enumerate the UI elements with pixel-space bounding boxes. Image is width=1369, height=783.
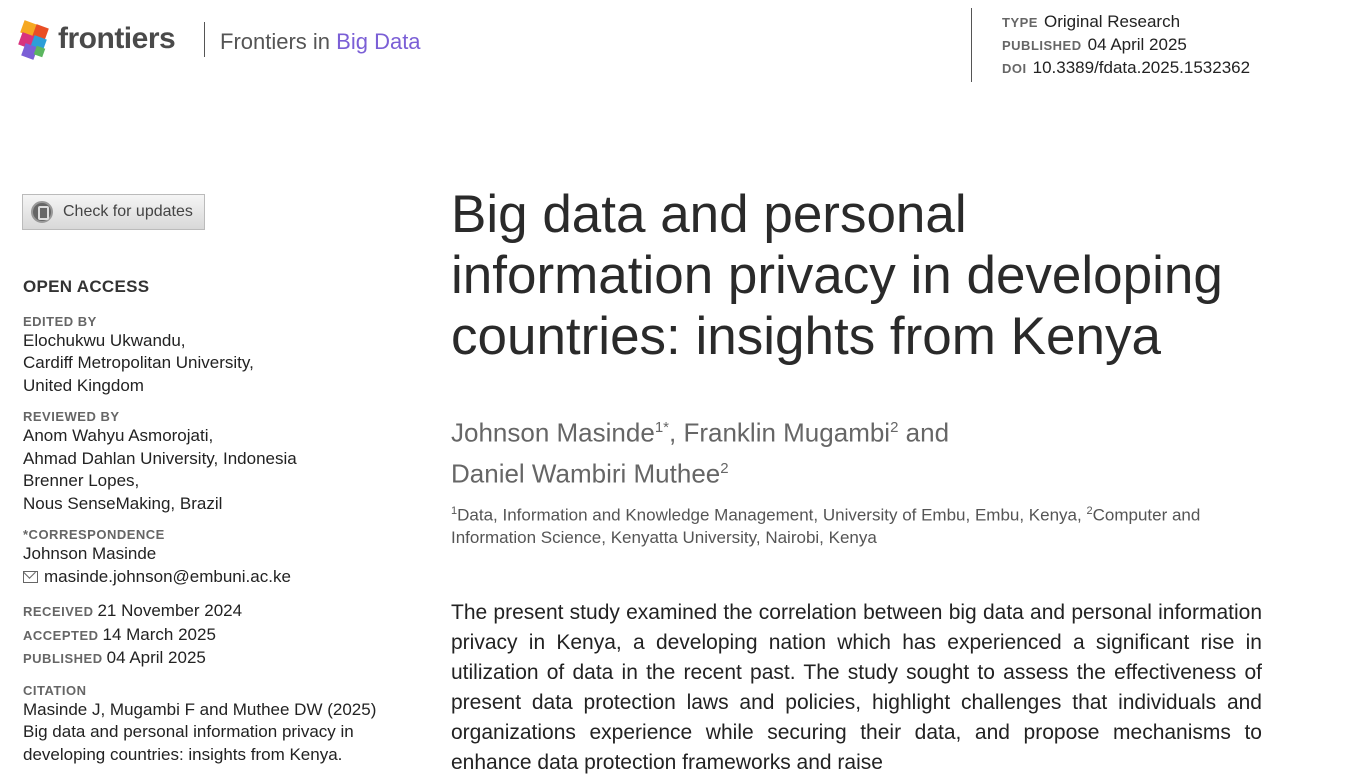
sidebar-published-value: 04 April 2025 [106,648,206,667]
citation-label: CITATION [23,682,87,698]
author-separator: , [669,417,684,448]
frontiers-logo[interactable] [20,20,175,58]
published-label: PUBLISHED [1002,38,1082,53]
journal-name[interactable] [220,29,421,55]
correspondence-label: *CORRESPONDENCE [23,527,165,542]
journal-prefix: Frontiers in [220,29,337,54]
affiliation-text: Computer and Information Science, Kenyatta University, Nairobi, Kenya [451,505,1201,548]
title-line: information privacy in developing [451,246,1223,305]
header-divider [204,22,205,57]
accepted-row [23,624,403,648]
abstract-text: The present study examined the correlation between big data and personal information privacy in Kenya, a developing nation which has experienced a significant rise in utilization of data in the recent past. The study sought to assess the effectiveness of present data protection laws and policies, highlight challenges that individuals and organizations experience while securing their data, and propose mechanisms to enhance data protection frameworks and raise [451,601,1262,774]
check-updates-button[interactable] [22,194,205,230]
accepted-value: 14 March 2025 [102,624,216,644]
author-and: and [898,417,950,448]
title-line: countries: insights from Kenya [451,307,1161,366]
author-affil-sup: 1* [654,419,669,436]
affiliation-text: Data, Information and Knowledge Management, University of Embu, Embu, Kenya, [457,505,1087,525]
correspondence-section [23,527,403,588]
published-value: 04 April 2025 [1087,35,1187,54]
editor-line: Elochukwu Ukwandu, [23,330,186,350]
type-label: TYPE [1002,15,1038,30]
reviewer-line: Nous SenseMaking, Brazil [23,493,223,513]
dates-section [23,600,403,671]
sidebar-published-label: PUBLISHED [23,651,103,666]
affil-sup: 1 [451,505,458,517]
received-value: 21 November 2024 [97,601,243,620]
reviewed-by-label: REVIEWED BY [23,409,120,424]
article-meta [1002,11,1250,80]
editor-line: United Kingdom [23,375,144,395]
author-affil-sup: 2 [890,419,899,436]
doi-link[interactable]: 10.3389/fdata.2025.1532362 [1032,58,1251,77]
journal-title: Big Data [336,29,421,54]
author-name[interactable]: Johnson Masinde [451,417,655,448]
title-line: Big data and personal [451,185,967,244]
edited-by-label: EDITED BY [23,313,97,329]
correspondence-email-link[interactable]: masinde.johnson@embuni.ac.ke [44,566,291,586]
correspondence-email-row [23,566,403,589]
author-affil-sup: 2 [720,459,729,477]
logo-wordmark: frontiers [58,22,176,55]
bookmark-icon [31,201,53,223]
sidebar [23,276,403,778]
check-updates-label: Check for updates [63,203,193,220]
citation-line: Masinde J, Mugambi F and Muthee DW (2025) [23,699,377,719]
accepted-label: ACCEPTED [23,627,99,643]
article-title [451,184,1311,367]
reviewer-line: Anom Wahyu Asmorojati, [23,426,214,445]
received-row [23,600,403,624]
author-list [451,410,1271,491]
meta-divider [971,8,972,82]
citation-line: developing countries: insights from Kenya. [23,744,343,764]
correspondence-name: Johnson Masinde [23,544,157,563]
published-row [23,647,403,671]
received-label: RECEIVED [23,604,94,619]
citation-section [23,683,403,767]
edited-by-section [23,314,403,398]
frontiers-logo-icon [20,20,52,58]
citation-line: Big data and personal information privacy in [23,722,354,741]
reviewer-line: Brenner Lopes, [23,471,140,490]
type-value: Original Research [1043,12,1181,31]
open-access-label: OPEN ACCESS [23,277,150,296]
editor-line: Cardiff Metropolitan University, [23,353,254,372]
doi-label: DOI [1002,61,1027,76]
reviewed-by-section [23,409,403,515]
author-name[interactable]: Daniel Wambiri Muthee [451,458,721,489]
affiliations [451,500,1271,550]
mail-icon [23,571,38,583]
reviewer-line: Ahmad Dahlan University, Indonesia [23,448,297,468]
affil-sup: 2 [1086,505,1093,517]
author-name[interactable]: Franklin Mugambi [683,417,891,448]
